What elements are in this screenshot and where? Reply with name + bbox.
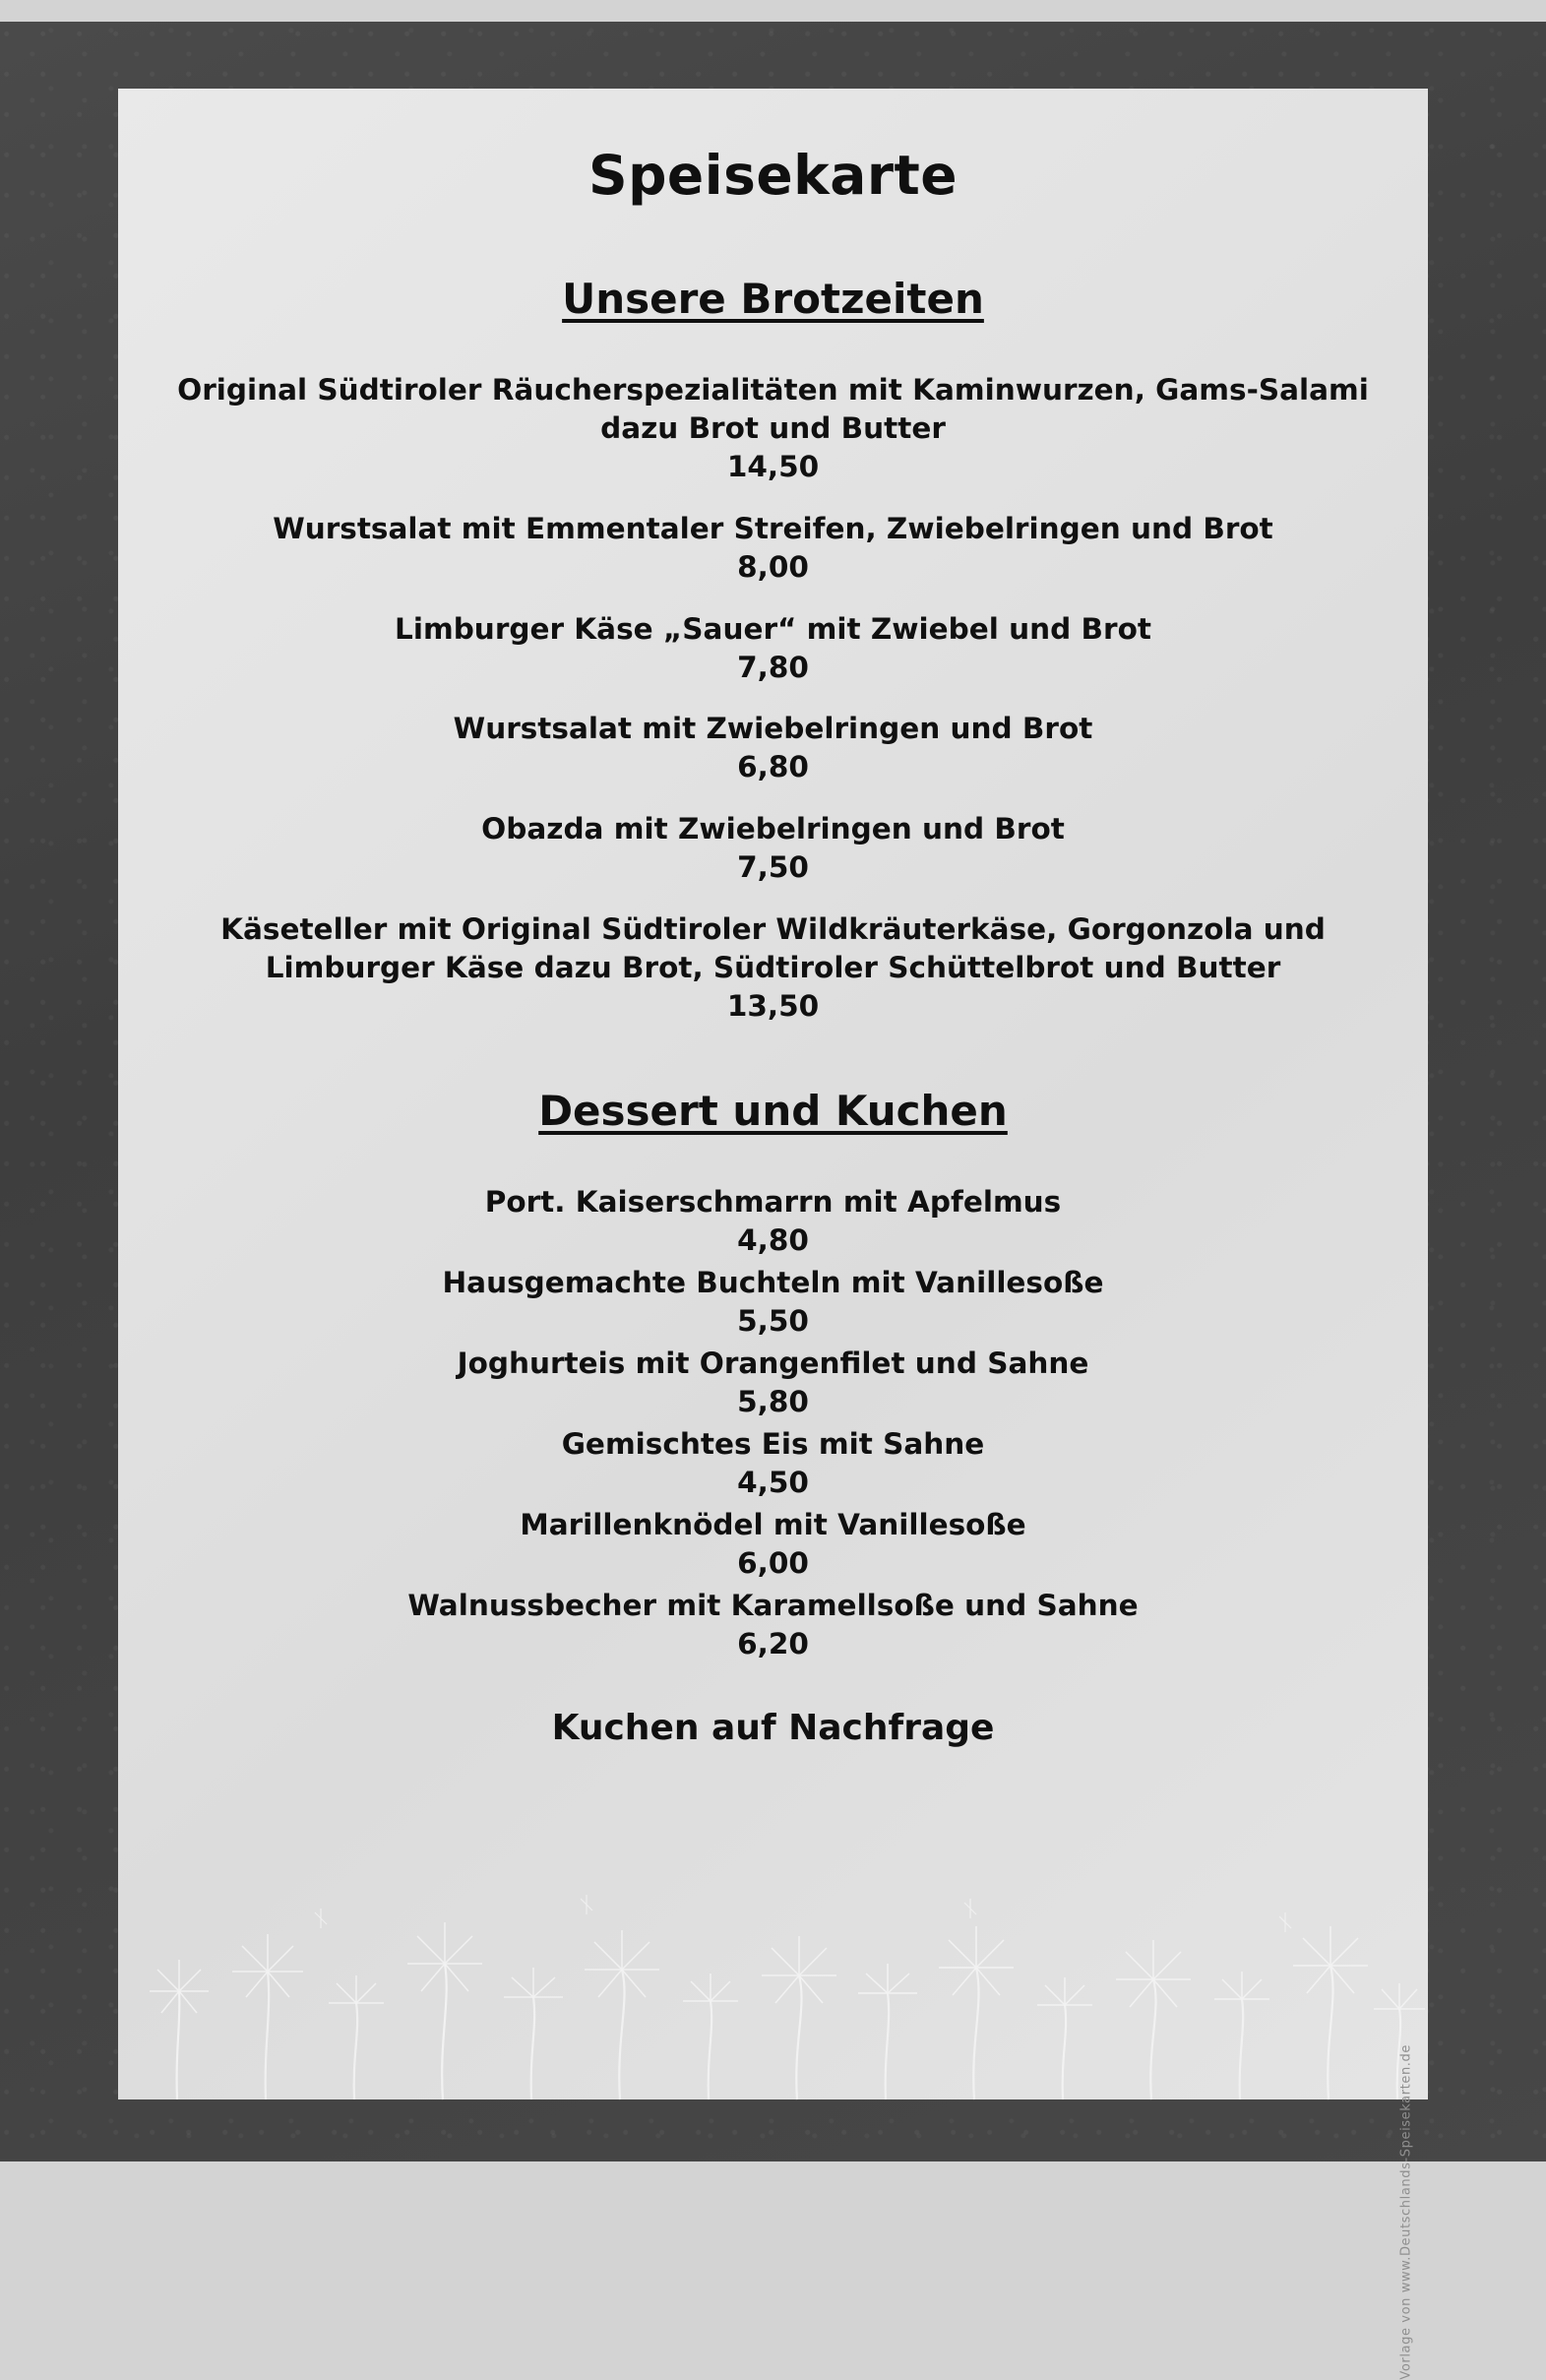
menu-item-name: Limburger Käse „Sauer“ mit Zwiebel und Brot [395,611,1151,646]
menu-item-name: Joghurteis mit Orangenfilet und Sahne [457,1347,1089,1381]
menu-item-name: Gemischtes Eis mit Sahne [561,1427,985,1462]
menu-content [118,146,1428,1749]
menu-item-price: 5,80 [737,1385,809,1419]
footer-note: Kuchen auf Nachfrage [551,1707,995,1748]
menu-item-price: 4,80 [737,1223,809,1258]
menu-items-dessert [154,1183,1392,1662]
menu-item [154,1345,1392,1421]
menu-item-name: Wurstsalat mit Zwiebelringen und Brot [453,712,1093,746]
menu-item-name: Wurstsalat mit Emmentaler Streifen, Zwiebelringen und Brot [273,511,1273,545]
page-title: Speisekarte [587,144,959,207]
menu-item-price: 14,50 [726,449,820,483]
menu-item-name: Hausgemachte Buchteln mit Vanillesoße [442,1266,1104,1300]
menu-item-price: 7,80 [737,650,809,684]
menu-item-price: 5,50 [737,1304,809,1339]
menu-item-name: Port. Kaiserschmarrn mit Apfelmus [484,1185,1062,1220]
menu-item-name: Walnussbecher mit Karamellsoße und Sahne [407,1588,1139,1622]
menu-item-price: 6,20 [737,1626,809,1660]
menu-item-price: 6,80 [737,750,809,784]
dandelion-decoration-icon [118,1873,1428,2099]
menu-item-price: 7,50 [737,850,809,885]
template-credit: Vorlage von www.Deutschlands-Speisekarten.de [1399,2044,1414,2380]
menu-item-name: Obazda mit Zwiebelringen und Brot [481,812,1065,846]
section-title-brotzeiten: Unsere Brotzeiten [562,274,984,323]
menu-item [154,810,1392,887]
menu-item [154,910,1392,1026]
menu-item-name: Original Südtiroler Räucherspezialitäten mit Kaminwurzen, Gams-Salami dazu Brot und Butter [177,372,1369,445]
menu-item-price: 13,50 [726,989,820,1024]
menu-item [154,510,1392,587]
menu-items-brotzeiten [154,371,1392,1026]
section-title-dessert: Dessert und Kuchen [538,1087,1008,1136]
menu-item [154,371,1392,486]
menu-item-price: 4,50 [737,1465,809,1499]
menu-item [154,710,1392,786]
menu-item-name: Käseteller mit Original Südtiroler Wildkräuterkäse, Gorgonzola und Limburger Käse dazu Brot, Südtiroler Schüttelbrot und Butter [220,912,1326,985]
menu-item [154,1264,1392,1341]
menu-item-price: 8,00 [737,549,809,584]
menu-card [118,89,1428,2380]
menu-item [154,1183,1392,1260]
menu-page-border [0,22,1546,2380]
menu-item-price: 6,00 [737,1545,809,1580]
menu-item [154,1506,1392,1583]
menu-item [154,610,1392,687]
menu-item [154,1587,1392,1663]
menu-item-name: Marillenknödel mit Vanillesoße [520,1507,1026,1541]
menu-item [154,1425,1392,1502]
